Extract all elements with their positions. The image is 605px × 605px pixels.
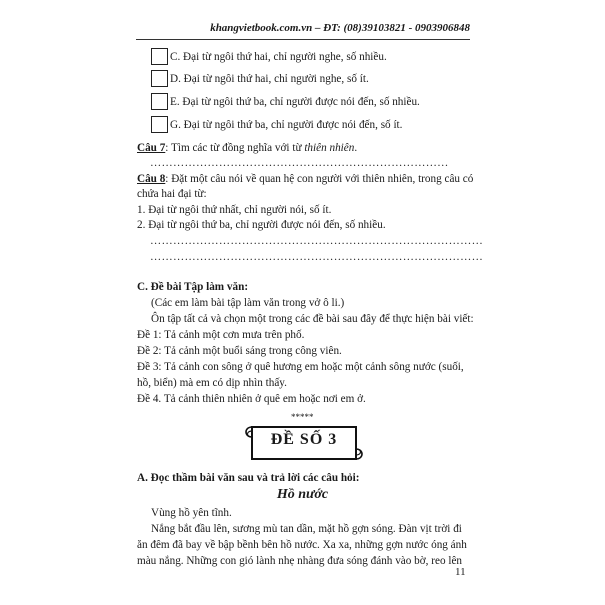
question-7-term: thiên nhiên — [304, 142, 355, 154]
answer-line-q7: …………………………………………………………………… — [150, 157, 449, 169]
section-c-note: (Các em làm bài tập làm văn trong vở ô li.) — [151, 297, 345, 309]
answer-line-q8-1: …………………………………………………………………………… — [150, 235, 484, 247]
option-c-label: C. Đại từ ngôi thứ hai, chỉ người nghe, số nhiều. — [170, 51, 387, 63]
exam-number-title: ĐỀ SỐ 3 — [270, 431, 338, 448]
question-8 — [137, 172, 473, 186]
story-title: Hồ nước — [276, 487, 329, 502]
topic-1: Đề 1: Tả cảnh một cơn mưa trên phố. — [137, 329, 305, 341]
question-7-end: . — [354, 142, 358, 154]
question-7 — [137, 141, 357, 155]
question-7-text: : Tìm các từ đồng nghĩa với từ — [165, 142, 305, 154]
checkbox-option-c[interactable] — [151, 48, 168, 65]
question-8-text: : Đặt một câu nói về quan hệ con người với thiên nhiên, trong câu có — [165, 173, 474, 185]
checkbox-option-e[interactable] — [151, 93, 168, 110]
story-paragraph-2: Nắng bắt đầu lên, sương mù tan dần, mặt hồ gợn sóng. Đàn vịt trời đi — [151, 523, 462, 535]
topic-4: Đề 4. Tả cảnh thiên nhiên ở quê em hoặc nơi em ở. — [137, 393, 366, 405]
section-c-title: C. Đề bài Tập làm văn: — [137, 281, 249, 293]
section-a-title: A. Đọc thầm bài văn sau và trả lời các câu hỏi: — [137, 472, 360, 484]
topic-3: Đề 3: Tả cảnh con sông ở quê hương em hoặc một cảnh sông nước (suối, — [137, 361, 464, 373]
question-8-item-1: 1. Đại từ ngôi thứ nhất, chỉ người nói, số ít. — [137, 204, 332, 216]
header-rule — [136, 39, 470, 40]
section-c-intro: Ôn tập tất cả và chọn một trong các đề bài sau đây để thực hiện bài viết: — [151, 313, 474, 325]
topic-3-cont: hồ, biển) mà em có dịp nhìn thấy. — [137, 377, 287, 389]
section-divider-stars: ***** — [291, 412, 314, 422]
answer-line-q8-2: …………………………………………………………………………… — [150, 251, 484, 263]
checkbox-option-d[interactable] — [151, 70, 168, 87]
page-number: 11 — [455, 566, 466, 578]
checkbox-option-g[interactable] — [151, 116, 168, 133]
question-8-label: Câu 8 — [137, 173, 166, 185]
option-g-label: G. Đại từ ngôi thứ ba, chỉ người được nói đến, số ít. — [170, 119, 403, 131]
question-8-text-cont: chứa hai đại từ: — [137, 188, 207, 200]
page-header: khangvietbook.com.vn – ĐT: (08)39103821 - 0903906848 — [210, 22, 470, 34]
question-7-label: Câu 7 — [137, 142, 166, 154]
story-paragraph-2-cont2: màu nắng. Những con gió lành nhẹ nhàng đưa sóng đánh vào bờ, reo lên — [137, 555, 463, 567]
option-d-label: D. Đại từ ngôi thứ hai, chỉ người nghe, số ít. — [170, 73, 369, 85]
topic-2: Đề 2: Tả cảnh một buổi sáng trong công viên. — [137, 345, 342, 357]
story-paragraph-1: Vùng hồ yên tĩnh. — [151, 507, 232, 519]
option-e-label: E. Đại từ ngôi thứ ba, chỉ người được nói đến, số nhiều. — [170, 96, 420, 108]
story-paragraph-2-cont: ăn đêm đã bay về bập bềnh bên hồ nước. Xa xa, những gợn nước óng ánh — [137, 539, 467, 551]
question-8-item-2: 2. Đại từ ngôi thứ ba, chỉ người được nói đến, số nhiều. — [137, 219, 386, 231]
